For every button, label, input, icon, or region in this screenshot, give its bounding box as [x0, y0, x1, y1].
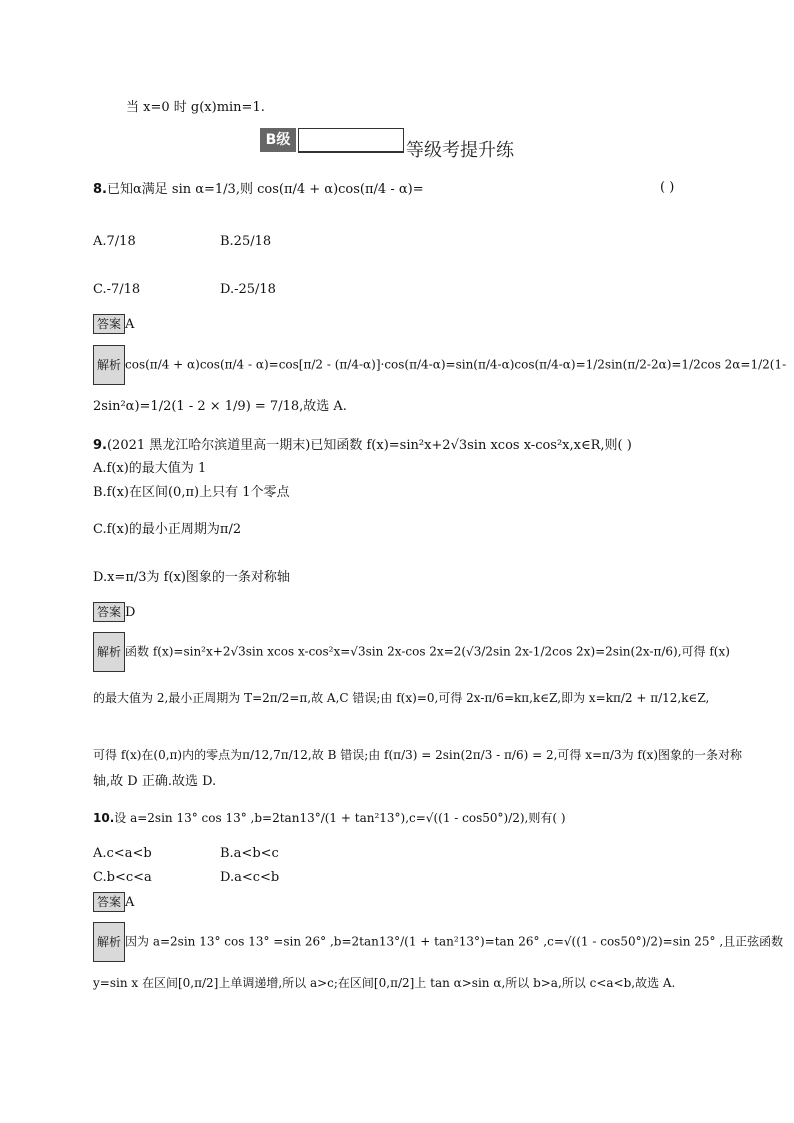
- q9-answer: [93, 602, 135, 623]
- q9-explanation-2: 的最大值为 2,最小正周期为 T=2π/2=π,故 A,C 错误;由 f(x)=0,可得 2x-π/6=kπ,k∈Z,即为 x=kπ/2 + π/12,k∈Z,: [93, 691, 710, 705]
- q9-exp-text-1: 函数 f(x)=sin²x+2√3sin xcos x-cos²x=√3sin 2x-cos 2x=2(√3/2sin 2x-1/2cos 2x)=2sin(2x-π/6),可得 f(x): [125, 644, 730, 659]
- q10-stem-text: 设 a=2sin 13° cos 13° ,b=2tan13°/(1 + tan²13°),c=√((1 - cos50°)/2),则有( ): [114, 811, 566, 825]
- q8-exp-text-1: cos(π/4 + α)cos(π/4 - α)=cos[π/2 - (π/4-α)]·cos(π/4-α)=sin(π/4-α)cos(π/4-α)=1/2sin(π/2-2α)=1/2cos 2α=1/2(1-: [125, 357, 787, 372]
- q10-option-a: A.c<a<b: [93, 846, 152, 861]
- intro-line: 当 x=0 时 g(x)min=1.: [126, 100, 265, 115]
- level-field: [298, 128, 404, 153]
- explanation-label: 解析: [93, 922, 125, 962]
- q8-option-d: D.-25/18: [220, 282, 276, 297]
- q9-explanation-1: [93, 632, 730, 672]
- q10-option-d: D.a<c<b: [220, 870, 280, 885]
- q10-explanation-1: [93, 922, 783, 962]
- q9-option-b: B.f(x)在区间(0,π)上只有 1个零点: [93, 485, 290, 500]
- q8-option-a: A.7/18: [93, 234, 136, 249]
- q10-answer-value: A: [125, 895, 135, 910]
- q8-paren: ( ): [660, 180, 675, 195]
- q9-answer-value: D: [125, 605, 136, 620]
- q8-explanation-1: [93, 345, 786, 385]
- q8-number: 8.: [93, 182, 107, 197]
- q9-explanation-3: 可得 f(x)在(0,π)内的零点为π/12,7π/12,故 B 错误;由 f(π/3) = 2sin(2π/3 - π/6) = 2,可得 x=π/3为 f(x)图象的一条对称: [93, 748, 742, 762]
- explanation-label: 解析: [93, 632, 125, 672]
- q9-number: 9.: [93, 438, 107, 453]
- q8-stem: [93, 180, 424, 200]
- q10-number: 10.: [93, 811, 115, 825]
- q10-option-b: B.a<b<c: [220, 846, 279, 861]
- explanation-label: 解析: [93, 345, 125, 385]
- q9-explanation-4: 轴,故 D 正确.故选 D.: [93, 774, 217, 789]
- answer-label: 答案: [93, 314, 125, 334]
- q9-option-c: C.f(x)的最小正周期为π/2: [93, 522, 242, 537]
- q8-option-b: B.25/18: [220, 234, 272, 249]
- q9-option-d: D.x=π/3为 f(x)图象的一条对称轴: [93, 570, 290, 585]
- q9-option-a: A.f(x)的最大值为 1: [93, 461, 207, 476]
- q10-exp-text-1: 因为 a=2sin 13° cos 13° =sin 26° ,b=2tan13°/(1 + tan²13°)=tan 26° ,c=√((1 - cos50°)/2)=sin 25° ,且正弦函数: [125, 934, 784, 949]
- q9-stem: [93, 436, 632, 456]
- q8-option-c: C.-7/18: [93, 282, 141, 297]
- level-badge: B级: [260, 128, 296, 152]
- q8-answer: [93, 314, 134, 335]
- q8-stem-text: 已知α满足 sin α=1/3,则 cos(π/4 + α)cos(π/4 - α)=: [106, 182, 424, 197]
- q8-explanation-2: 2sin²α)=1/2(1 - 2 × 1/9) = 7/18,故选 A.: [93, 399, 347, 414]
- q8-answer-value: A: [125, 317, 135, 332]
- q10-explanation-2: y=sin x 在区间[0,π/2]上单调递增,所以 a>c;在区间[0,π/2]上 tan α>sin α,所以 b>a,所以 c<a<b,故选 A.: [93, 976, 676, 990]
- level-title: 等级考提升练: [406, 140, 514, 161]
- q9-stem-text: (2021 黑龙江哈尔滨道里高一期末)已知函数 f(x)=sin²x+2√3sin xcos x-cos²x,x∈R,则( ): [106, 438, 632, 453]
- q10-option-c: C.b<c<a: [93, 870, 152, 885]
- answer-label: 答案: [93, 602, 125, 622]
- answer-label: 答案: [93, 892, 125, 912]
- q10-stem: [93, 808, 566, 828]
- q10-answer: [93, 892, 134, 913]
